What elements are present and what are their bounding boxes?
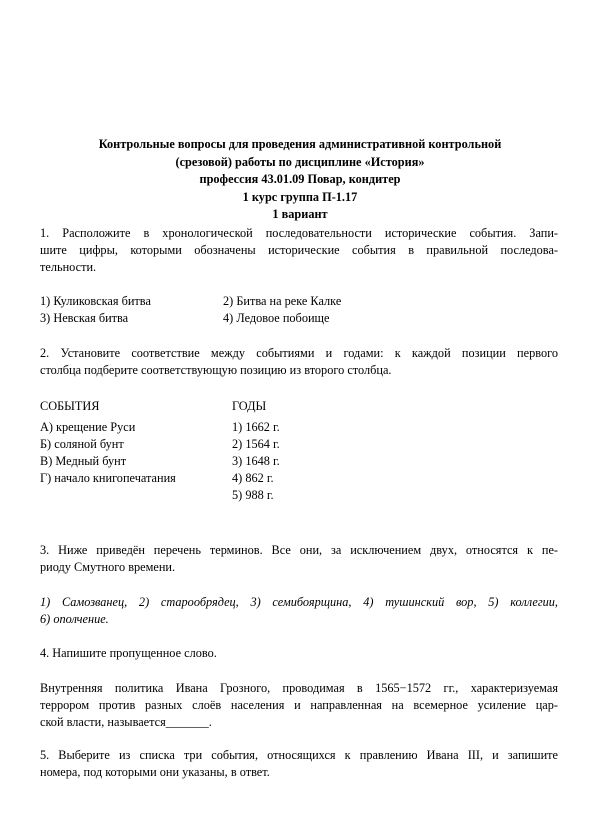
header-variant: 1 вариант [272, 207, 328, 221]
question-1-options [40, 293, 558, 327]
event-item: А) крещение Руси [40, 420, 136, 434]
matching-table [40, 398, 558, 504]
matching-header-row [40, 398, 558, 415]
year-item: 4) 862 г. [232, 471, 274, 485]
events-column-header: СОБЫТИЯ [40, 399, 100, 413]
question-2-text-line-2: столбца подберите соответствующую позицию из второго столбца. [40, 363, 392, 377]
paragraph-line-3: ской власти, называется_______. [40, 715, 212, 729]
year-item: 2) 1564 г. [232, 437, 280, 451]
header-title-line-1: Контрольные вопросы для проведения административной контрольной [98, 137, 502, 151]
question-5-text-line-2: номера, под которыми они указаны, в ответ. [40, 765, 270, 779]
question-1-text-line-3: тельности. [40, 260, 97, 274]
header-profession: профессия 43.01.09 Повар, кондитер [199, 172, 401, 186]
header-title-line-2: (срезовой) работы по дисциплине «История» [175, 154, 425, 169]
question-3-text-line-1: 3. Ниже приведён перечень терминов. Все они, за исключением двух, относятся к пе- [40, 543, 558, 557]
question-5 [40, 747, 558, 781]
event-item: Г) начало книгопечатания [40, 471, 176, 485]
question-1 [40, 225, 558, 276]
question-4-text: 4. Напишите пропущенное слово. [40, 646, 217, 660]
paragraph-line-1: Внутренняя политика Ивана Грозного, проводимая в 1565−1572 гг., характеризуемая [40, 681, 558, 695]
question-4 [40, 645, 558, 662]
question-3-text-line-2: риоду Смутного времени. [40, 560, 176, 574]
question-1-text-line-1: 1. Расположите в хронологической последовательности исторические события. Запи- [40, 226, 558, 240]
document-header [40, 136, 560, 224]
event-item: Б) соляной бунт [40, 437, 124, 451]
question-5-text-line-1: 5. Выберите из списка три события, относящихся к правлению Ивана III, и запишите [40, 748, 558, 762]
option-right: 2) Битва на реке Калке [223, 294, 342, 308]
matching-row [40, 453, 558, 470]
matching-row [40, 470, 558, 487]
paragraph-line-2: террором против разных слоёв населения и направленная на всемерное усиление цар- [40, 698, 558, 712]
matching-row [40, 436, 558, 453]
years-column-header: ГОДЫ [232, 399, 267, 413]
question-2 [40, 345, 558, 379]
question-2-text-line-1: 2. Установите соответствие между событиями и годами: к каждой позиции первого [40, 346, 558, 360]
question-3 [40, 542, 558, 576]
terms-line-1: 1) Самозванец, 2) старообрядец, 3) семибоярщина, 4) тушинский вор, 5) коллегии, [40, 595, 558, 609]
question-3-terms [40, 594, 558, 628]
event-item: В) Медный бунт [40, 454, 127, 468]
option-left: 1) Куликовская битва [40, 294, 151, 308]
year-item: 3) 1648 г. [232, 454, 280, 468]
year-item: 5) 988 г. [232, 488, 274, 502]
question-1-text-line-2: шите цифры, которыми обозначены исторические события в правильной последова- [40, 243, 558, 257]
option-row [40, 310, 558, 327]
header-group: 1 курс группа П-1.17 [242, 189, 358, 204]
option-row [40, 293, 558, 310]
matching-row [40, 419, 558, 436]
matching-row [40, 487, 558, 504]
option-left: 3) Невская битва [40, 311, 129, 325]
terms-line-2: 6) ополчение. [40, 612, 109, 626]
question-4-paragraph [40, 680, 558, 731]
year-item: 1) 1662 г. [232, 420, 280, 434]
option-right: 4) Ледовое побоище [223, 311, 330, 325]
